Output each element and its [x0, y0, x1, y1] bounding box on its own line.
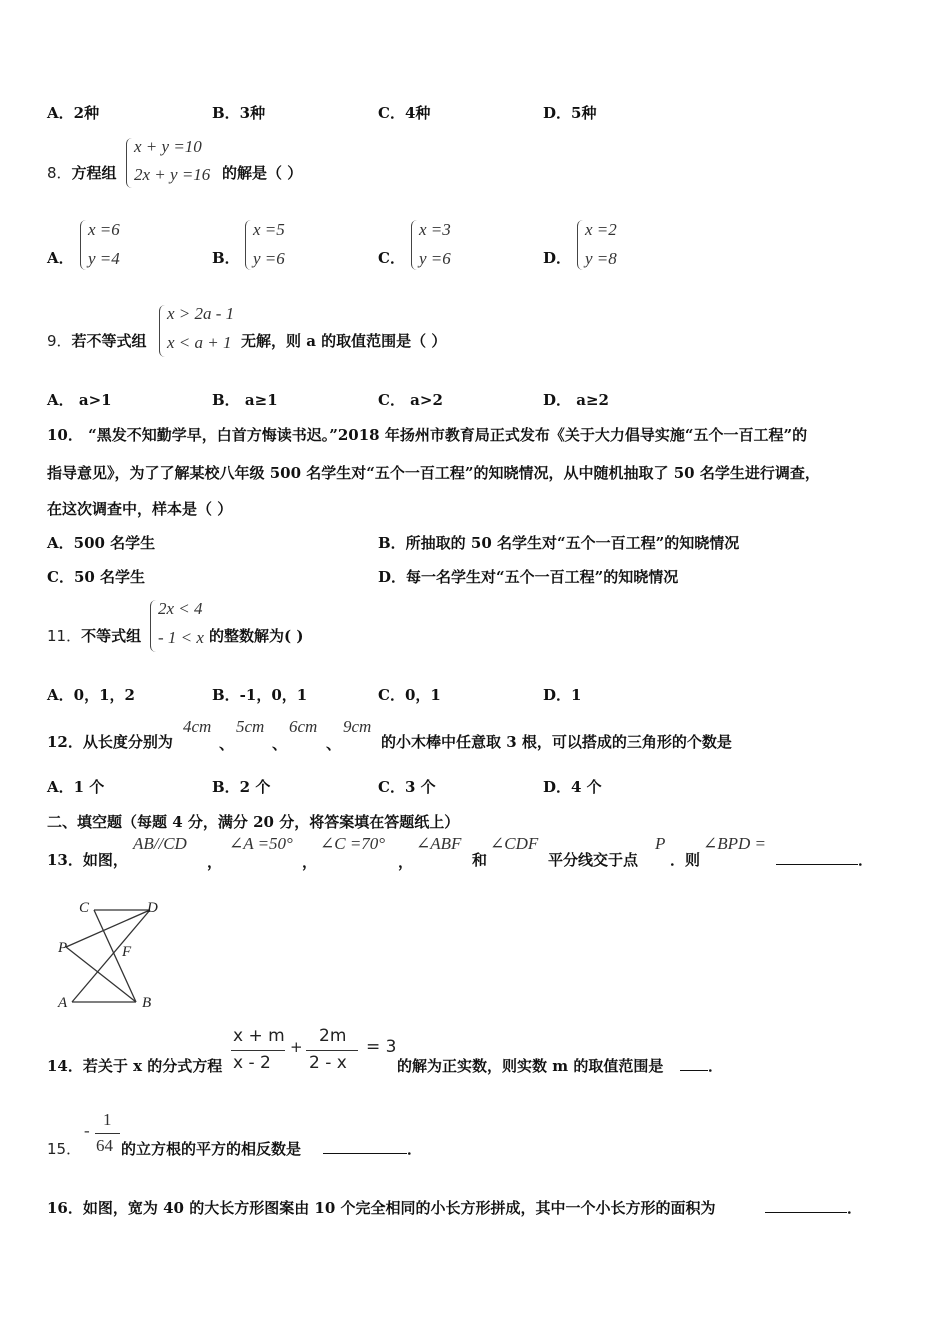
- q9-system-eq1: x > 2a - 1: [167, 304, 235, 323]
- q9-option-b: B． a≥1: [212, 391, 278, 409]
- q11-option-d: D．1: [543, 686, 582, 704]
- q8-option-d-eq1: x =2: [585, 220, 617, 239]
- q13-angle-cdf: ∠CDF: [490, 834, 539, 853]
- q15-minus: -: [84, 1121, 90, 1140]
- q14-tail: 的解为正实数，则实数 m 的取值范围是: [397, 1057, 664, 1075]
- q14-fraction-bar-2: [306, 1050, 358, 1051]
- q8-option-a-label: A．: [47, 249, 74, 267]
- q13-figure: [50, 890, 175, 1015]
- q8-option-a-eq1: x =6: [88, 220, 120, 239]
- q13-point-p: P: [655, 834, 666, 853]
- q12-tail: 的小木棒中任意取 3 根，可以搭成的三角形的个数是: [381, 733, 732, 751]
- q15-denominator: 64: [96, 1136, 113, 1155]
- q16-answer-blank: ．: [765, 1197, 862, 1218]
- q11-tail: 的整数解为( ): [209, 627, 304, 645]
- q11-number: 11．不等式组: [47, 627, 142, 645]
- q15-fraction-bar: [95, 1133, 120, 1134]
- q11-system-eq2: - 1 < x: [158, 628, 204, 647]
- q13-angle-c: ∠C =70°: [320, 834, 386, 853]
- q13-comma-1: ，: [207, 853, 223, 871]
- q11-option-a: A．0，1，2: [47, 686, 135, 704]
- q7-option-a: A．2种: [47, 104, 100, 122]
- q8-number: 8．方程组: [47, 164, 117, 182]
- q13-angle-abf: ∠ABF: [416, 834, 462, 853]
- q9-tail: 无解，则 a 的取值范围是（ ）: [241, 332, 447, 350]
- q8-system-eq1: x + y =10: [134, 137, 202, 156]
- q13-angle-a: ∠A =50°: [229, 834, 293, 853]
- q14-text: 14．若关于 x 的分式方程: [47, 1057, 223, 1075]
- q7-option-c: C．4种: [378, 104, 431, 122]
- q9-number: 9．若不等式组: [47, 332, 147, 350]
- q9-system-brace: [159, 305, 166, 357]
- section-2-title: 二、填空题（每题 4 分，满分 20 分，将答案填在答题纸上）: [47, 813, 460, 831]
- q12-option-a: A．1 个: [47, 778, 105, 796]
- label-p: P: [58, 940, 68, 956]
- q12-len-3: 6cm: [289, 717, 318, 736]
- label-c: C: [79, 900, 90, 916]
- q10-option-a: A．500 名学生: [47, 534, 156, 552]
- q8-option-b-eq1: x =5: [253, 220, 285, 239]
- q8-option-d-label: D．: [543, 249, 572, 267]
- q14-denominator-1: x - 2: [233, 1053, 271, 1073]
- q14-answer-blank: ．: [680, 1055, 723, 1076]
- q10-line-1: 10． “黑发不知勤学早，白首方悔读书迟。”2018 年扬州市教育局正式发布《关于大力倡导实施“五个一百工程”的: [47, 426, 808, 444]
- q13-comma-3: ，: [398, 853, 414, 871]
- q8-option-b-eq2: y =6: [253, 249, 285, 268]
- q15-answer-blank: ．: [323, 1138, 422, 1159]
- q8-option-d-brace: [577, 220, 584, 270]
- q13-and: 和: [472, 851, 488, 869]
- q15-tail: 的立方根的平方的相反数是: [121, 1140, 302, 1158]
- q12-option-b: B．2 个: [212, 778, 271, 796]
- label-d: D: [147, 900, 158, 916]
- q10-line-2: 指导意见》，为了了解某校八年级 500 名学生对“五个一百工程”的知晓情况，从中随机抽取了 50 名学生进行调查，: [47, 464, 820, 482]
- q11-option-c: C．0，1: [378, 686, 441, 704]
- q13-angle-bpd: ∠BPD =: [703, 834, 767, 853]
- q12-sep-3: 、: [326, 735, 342, 753]
- q12-len-4: 9cm: [343, 717, 372, 736]
- q12-option-d: D．4 个: [543, 778, 602, 796]
- q10-option-d: D．每一名学生对“五个一百工程”的知晓情况: [378, 568, 679, 586]
- label-b: B: [142, 995, 152, 1011]
- q13-comma-2: ，: [302, 853, 318, 871]
- q8-option-b-label: B．: [212, 249, 240, 267]
- q8-option-d-eq2: y =8: [585, 249, 617, 268]
- q11-system-eq1: 2x < 4: [158, 599, 203, 618]
- q9-system-eq2: x < a + 1: [167, 333, 232, 352]
- q8-option-a-eq2: y =4: [88, 249, 120, 268]
- q12-sep-2: 、: [272, 735, 288, 753]
- q8-option-c-eq2: y =6: [419, 249, 451, 268]
- q16-text: 16．如图，宽为 40 的大长方形图案由 10 个完全相同的小长方形拼成，其中一个小长方形的面积为: [47, 1199, 716, 1217]
- q7-option-b: B．3种: [212, 104, 266, 122]
- q13-mid: 平分线交于点: [548, 851, 639, 869]
- q14-numerator-1: x + m: [233, 1026, 285, 1046]
- q8-system-eq2: 2x + y =16: [134, 165, 211, 184]
- q8-option-c-eq1: x =3: [419, 220, 451, 239]
- q8-option-c-brace: [411, 220, 418, 270]
- q14-denominator-2: 2 - x: [309, 1053, 347, 1073]
- q15-number: 15．: [47, 1140, 82, 1158]
- q15-numerator: 1: [103, 1110, 112, 1129]
- q12-text: 12．从长度分别为: [47, 733, 173, 751]
- q9-option-d: D． a≥2: [543, 391, 609, 409]
- label-f: F: [122, 944, 132, 960]
- q10-option-b: B．所抽取的 50 名学生对“五个一百工程”的知晓情况: [378, 534, 740, 552]
- q14-equals: = 3: [366, 1037, 397, 1057]
- q9-option-a: A． a>1: [47, 391, 112, 409]
- q8-option-a-brace: [80, 220, 87, 270]
- q8-tail: 的解是（ ）: [222, 164, 303, 182]
- q12-len-2: 5cm: [236, 717, 265, 736]
- q14-plus: +: [290, 1038, 303, 1056]
- q10-option-c: C．50 名学生: [47, 568, 146, 586]
- q13-parallel: AB//CD: [133, 834, 187, 853]
- segment-da: [72, 910, 150, 1002]
- q7-option-d: D．5种: [543, 104, 597, 122]
- label-a: A: [58, 995, 68, 1011]
- q11-system-brace: [150, 600, 157, 652]
- q14-fraction-bar-1: [231, 1050, 285, 1051]
- q12-option-c: C．3 个: [378, 778, 436, 796]
- q12-len-1: 4cm: [183, 717, 212, 736]
- q10-line-3: 在这次调查中，样本是（ ）: [47, 500, 233, 518]
- q13-answer-blank: ．: [776, 849, 873, 870]
- q9-option-c: C． a>2: [378, 391, 443, 409]
- q8-option-c-label: C．: [378, 249, 405, 267]
- q11-option-b: B．-1，0，1: [212, 686, 308, 704]
- q13-text: 13．如图，: [47, 851, 128, 869]
- q14-numerator-2: 2m: [319, 1026, 347, 1046]
- q13-then: ．则: [670, 851, 701, 869]
- q8-option-b-brace: [245, 220, 252, 270]
- q12-sep-1: 、: [219, 735, 235, 753]
- q8-system-brace: [126, 138, 133, 188]
